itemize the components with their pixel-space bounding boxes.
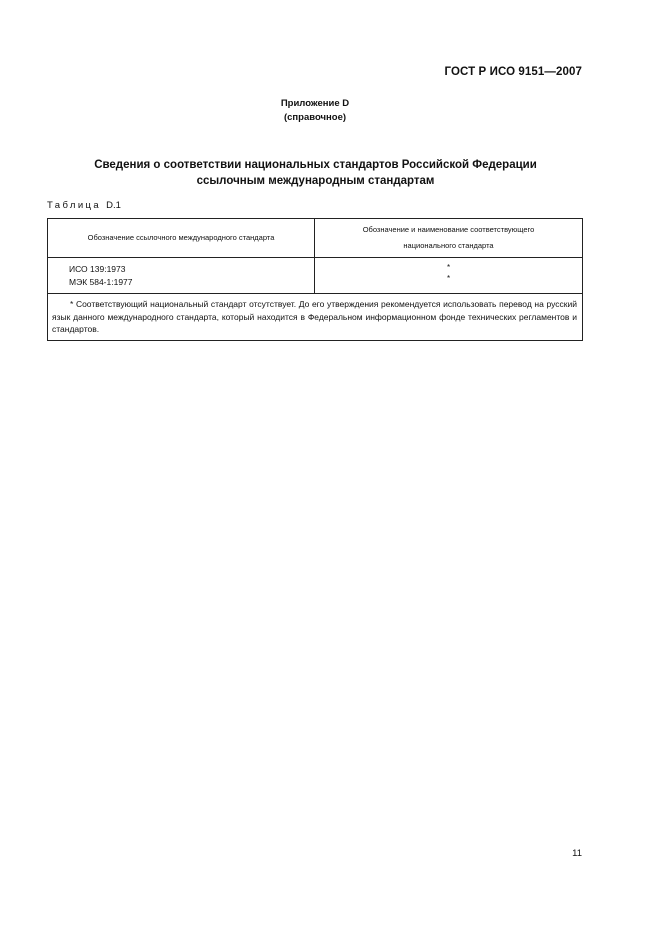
annex-heading [230,97,400,125]
table-caption-number: D.1 [106,200,121,211]
annex-subtitle: (справочное) [283,112,347,123]
national-standard-2: * [446,274,451,283]
reference-standards-cell [48,258,315,294]
national-standards-cell [315,258,583,294]
section-title [48,157,583,189]
column-header-national-line-2: национального стандарта [403,241,494,250]
annex-title: Приложение D [280,98,350,109]
table-header-row [48,219,583,258]
table-caption [47,200,121,211]
page-number: 11 [572,848,582,859]
table-caption-word: Таблица [47,200,102,211]
column-header-national [315,219,583,258]
reference-standard-2: МЭК 584-1:1977 [69,277,133,287]
document-code: ГОСТ Р ИСО 9151—2007 [444,66,582,78]
table-note [48,294,583,341]
section-title-line-1: Сведения о соответствии национальных стандартов Российской Федерации [94,159,537,171]
table-note-row [48,294,583,341]
section-title-line-2: ссылочным международным стандартам [196,175,435,187]
table-row [48,258,583,294]
reference-standard-1: ИСО 139:1973 [69,264,126,274]
standards-table [47,218,583,341]
column-header-national-line-1: Обозначение и наименование соответствующего [362,225,535,234]
column-header-reference: Обозначение ссылочного международного стандарта [48,219,315,258]
national-standard-1: * [446,263,451,272]
table-note-text: * Соответствующий национальный стандарт отсутствует. До его утверждения рекомендуется использовать перевод на русский язык данного международного стандарта, который находится в Федеральном информационном фонде технических регламентов и стандартов. [52,299,577,334]
